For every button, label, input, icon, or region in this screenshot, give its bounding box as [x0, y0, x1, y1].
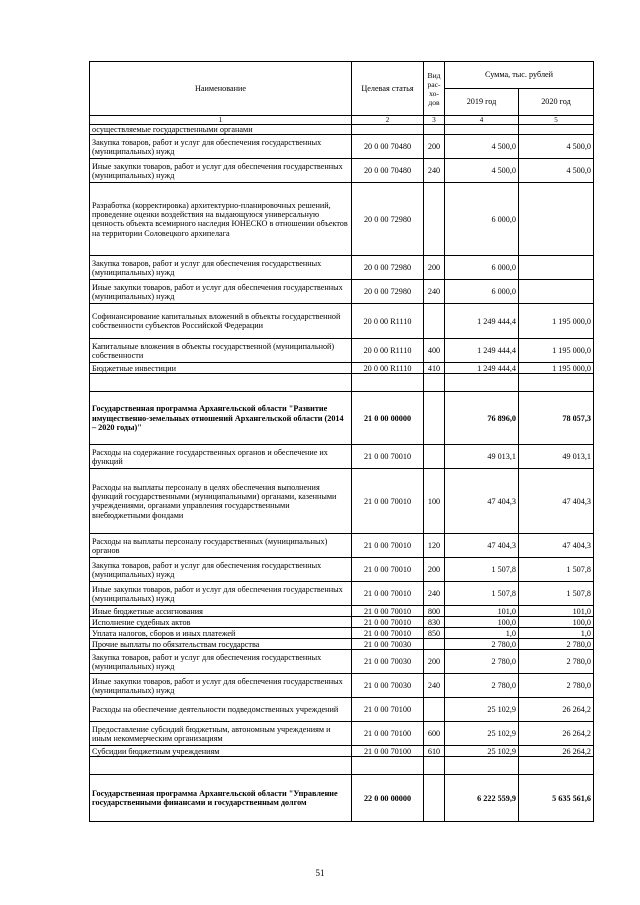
- row-target-code: 21 0 00 70010: [352, 534, 424, 558]
- row-sum-2019: 49 013,1: [445, 445, 519, 469]
- page-number: 51: [315, 868, 325, 878]
- row-sum-2019: 47 404,3: [445, 534, 519, 558]
- colnum-4: 4: [445, 116, 519, 125]
- row-sum-2019: 6 222 559,9: [445, 775, 519, 822]
- row-target-code: 21 0 00 70030: [352, 639, 424, 650]
- table-row: [90, 469, 594, 534]
- row-sum-2019: 6 000,0: [445, 280, 519, 304]
- table-row: [90, 775, 594, 822]
- row-name: [90, 757, 352, 775]
- table-row: [90, 639, 594, 650]
- row-target-code: [352, 374, 424, 392]
- table-row: [90, 757, 594, 775]
- row-name: Иные закупки товаров, работ и услуг для обеспечения государственных (муниципальных) нужд: [90, 159, 352, 183]
- table-row: [90, 159, 594, 183]
- table-row: [90, 746, 594, 757]
- table-row: [90, 125, 594, 135]
- row-sum-2019: 1 507,8: [445, 558, 519, 582]
- table-row: [90, 304, 594, 339]
- row-vid: 200: [424, 256, 445, 280]
- row-sum-2019: 6 000,0: [445, 183, 519, 256]
- row-sum-2019: 1 249 444,4: [445, 304, 519, 339]
- row-sum-2020: 4 500,0: [519, 159, 594, 183]
- table-row: [90, 617, 594, 628]
- row-target-code: 21 0 00 70030: [352, 674, 424, 698]
- row-name: Софинансирование капитальных вложений в объекты государственной собственности субъектов Российской Федерации: [90, 304, 352, 339]
- row-target-code: 20 0 00 R1110: [352, 339, 424, 363]
- row-target-code: 20 0 00 70480: [352, 135, 424, 159]
- table-row: [90, 674, 594, 698]
- row-sum-2019: 4 500,0: [445, 135, 519, 159]
- row-sum-2019: 25 102,9: [445, 746, 519, 757]
- row-sum-2019: 101,0: [445, 606, 519, 617]
- row-name: Государственная программа Архангельской области "Развитие имущественно-земельных отношений Архангельской области (2014 – 2020 годы)": [90, 392, 352, 445]
- row-sum-2020: 49 013,1: [519, 445, 594, 469]
- table-row: [90, 698, 594, 722]
- row-sum-2019: 25 102,9: [445, 722, 519, 746]
- row-sum-2019: [445, 757, 519, 775]
- row-sum-2019: 1 249 444,4: [445, 339, 519, 363]
- row-vid: 600: [424, 722, 445, 746]
- row-sum-2019: 2 780,0: [445, 674, 519, 698]
- table-row: [90, 722, 594, 746]
- row-vid: 400: [424, 339, 445, 363]
- row-target-code: 21 0 00 70100: [352, 698, 424, 722]
- row-name: Расходы на выплаты персоналу в целях обеспечения выполнения функций государственными (муниципальными) органами, казенными учреждениями, органами управления государственными внебюджетными фондами: [90, 469, 352, 534]
- colnum-2: 2: [352, 116, 424, 125]
- row-name: Закупка товаров, работ и услуг для обеспечения государственных (муниципальных) нужд: [90, 558, 352, 582]
- row-target-code: 20 0 00 72980: [352, 280, 424, 304]
- header-2019: 2019 год: [445, 89, 519, 116]
- row-name: Закупка товаров, работ и услуг для обеспечения государственных (муниципальных) нужд: [90, 256, 352, 280]
- table-row: [90, 445, 594, 469]
- table-row: [90, 534, 594, 558]
- row-sum-2020: 100,0: [519, 617, 594, 628]
- row-target-code: 21 0 00 70100: [352, 722, 424, 746]
- row-target-code: 21 0 00 70010: [352, 469, 424, 534]
- row-vid: [424, 698, 445, 722]
- row-vid: 610: [424, 746, 445, 757]
- row-sum-2019: 6 000,0: [445, 256, 519, 280]
- row-name: Уплата налогов, сборов и иных платежей: [90, 628, 352, 639]
- row-sum-2019: [445, 374, 519, 392]
- row-sum-2020: 26 264,2: [519, 746, 594, 757]
- table-row: [90, 606, 594, 617]
- row-target-code: 22 0 00 00000: [352, 775, 424, 822]
- row-sum-2020: 1 195 000,0: [519, 339, 594, 363]
- colnum-5: 5: [519, 116, 594, 125]
- colnum-1: 1: [90, 116, 352, 125]
- row-name: Расходы на обеспечение деятельности подведомственных учреждений: [90, 698, 352, 722]
- row-vid: [424, 392, 445, 445]
- row-target-code: 20 0 00 R1110: [352, 304, 424, 339]
- row-sum-2020: 2 780,0: [519, 639, 594, 650]
- header-target: Целевая статья: [352, 62, 424, 116]
- row-vid: [424, 304, 445, 339]
- row-sum-2019: 100,0: [445, 617, 519, 628]
- row-vid: 850: [424, 628, 445, 639]
- row-vid: [424, 639, 445, 650]
- row-sum-2020: 2 780,0: [519, 674, 594, 698]
- table-header: [90, 62, 594, 125]
- row-name: Расходы на содержание государственных органов и обеспечение их функций: [90, 445, 352, 469]
- table-row: [90, 135, 594, 159]
- header-sum: Сумма, тыс. рублей: [445, 62, 594, 89]
- row-sum-2020: [519, 280, 594, 304]
- row-vid: 120: [424, 534, 445, 558]
- table-body: [90, 125, 594, 822]
- row-sum-2020: 1 507,8: [519, 582, 594, 606]
- row-name: осуществляемые государственными органами: [90, 125, 352, 135]
- table-row: [90, 256, 594, 280]
- row-sum-2019: 2 780,0: [445, 650, 519, 674]
- column-number-row: [90, 116, 594, 125]
- row-name: Закупка товаров, работ и услуг для обеспечения государственных (муниципальных) нужд: [90, 650, 352, 674]
- row-target-code: 21 0 00 70010: [352, 617, 424, 628]
- header-name: Наименование: [90, 62, 352, 116]
- row-sum-2020: 1,0: [519, 628, 594, 639]
- row-vid: [424, 775, 445, 822]
- row-target-code: 20 0 00 72980: [352, 256, 424, 280]
- table-row: [90, 374, 594, 392]
- row-target-code: [352, 125, 424, 135]
- row-sum-2020: 78 057,3: [519, 392, 594, 445]
- row-sum-2020: 47 404,3: [519, 534, 594, 558]
- row-sum-2019: 47 404,3: [445, 469, 519, 534]
- row-target-code: 21 0 00 70010: [352, 445, 424, 469]
- budget-table: [89, 61, 594, 822]
- row-vid: 240: [424, 674, 445, 698]
- row-vid: 200: [424, 558, 445, 582]
- table-row: [90, 628, 594, 639]
- row-target-code: 20 0 00 70480: [352, 159, 424, 183]
- row-sum-2020: [519, 757, 594, 775]
- row-sum-2020: [519, 256, 594, 280]
- row-sum-2020: 26 264,2: [519, 698, 594, 722]
- row-target-code: [352, 757, 424, 775]
- row-vid: 240: [424, 280, 445, 304]
- row-name: Предоставление субсидий бюджетным, автономным учреждениям и иным некоммерческим организациям: [90, 722, 352, 746]
- row-vid: 410: [424, 363, 445, 374]
- row-name: Иные закупки товаров, работ и услуг для обеспечения государственных (муниципальных) нужд: [90, 280, 352, 304]
- row-sum-2019: 4 500,0: [445, 159, 519, 183]
- row-sum-2019: [445, 125, 519, 135]
- row-vid: 200: [424, 135, 445, 159]
- row-name: Исполнение судебных актов: [90, 617, 352, 628]
- row-vid: 100: [424, 469, 445, 534]
- row-vid: 830: [424, 617, 445, 628]
- row-target-code: 21 0 00 70100: [352, 746, 424, 757]
- row-sum-2019: 25 102,9: [445, 698, 519, 722]
- row-vid: 800: [424, 606, 445, 617]
- row-name: Иные закупки товаров, работ и услуг для обеспечения государственных (муниципальных) нужд: [90, 582, 352, 606]
- row-sum-2020: 26 264,2: [519, 722, 594, 746]
- row-sum-2020: [519, 183, 594, 256]
- table-row: [90, 183, 594, 256]
- row-sum-2020: 101,0: [519, 606, 594, 617]
- row-name: Государственная программа Архангельской области "Управление государственными финансами и государственным долгом: [90, 775, 352, 822]
- row-target-code: 21 0 00 70010: [352, 582, 424, 606]
- row-vid: 240: [424, 159, 445, 183]
- row-sum-2020: 5 635 561,6: [519, 775, 594, 822]
- table-row: [90, 558, 594, 582]
- row-vid: 200: [424, 650, 445, 674]
- row-sum-2020: 2 780,0: [519, 650, 594, 674]
- table-row: [90, 392, 594, 445]
- row-name: Субсидии бюджетным учреждениям: [90, 746, 352, 757]
- row-vid: 240: [424, 582, 445, 606]
- row-sum-2019: 1 249 444,4: [445, 363, 519, 374]
- row-target-code: 21 0 00 70030: [352, 650, 424, 674]
- row-sum-2020: 47 404,3: [519, 469, 594, 534]
- row-target-code: 21 0 00 70010: [352, 628, 424, 639]
- row-vid: [424, 183, 445, 256]
- table-row: [90, 582, 594, 606]
- header-vid: Вид рас-хо-дов: [424, 62, 445, 116]
- row-name: Иные закупки товаров, работ и услуг для обеспечения государственных (муниципальных) нужд: [90, 674, 352, 698]
- table-row: [90, 650, 594, 674]
- row-vid: [424, 374, 445, 392]
- row-vid: [424, 445, 445, 469]
- row-name: Расходы на выплаты персоналу государственных (муниципальных) органов: [90, 534, 352, 558]
- row-name: Бюджетные инвестиции: [90, 363, 352, 374]
- row-sum-2020: 1 195 000,0: [519, 304, 594, 339]
- row-vid: [424, 125, 445, 135]
- row-name: Прочие выплаты по обязательствам государства: [90, 639, 352, 650]
- row-vid: [424, 757, 445, 775]
- row-target-code: 20 0 00 R1110: [352, 363, 424, 374]
- row-sum-2019: 1,0: [445, 628, 519, 639]
- table-row: [90, 339, 594, 363]
- row-name: Закупка товаров, работ и услуг для обеспечения государственных (муниципальных) нужд: [90, 135, 352, 159]
- table-row: [90, 363, 594, 374]
- colnum-3: 3: [424, 116, 445, 125]
- row-sum-2020: [519, 374, 594, 392]
- row-sum-2020: 1 195 000,0: [519, 363, 594, 374]
- row-sum-2019: 1 507,8: [445, 582, 519, 606]
- row-sum-2020: 1 507,8: [519, 558, 594, 582]
- row-target-code: 21 0 00 00000: [352, 392, 424, 445]
- row-sum-2020: 4 500,0: [519, 135, 594, 159]
- table-row: [90, 280, 594, 304]
- row-sum-2019: 2 780,0: [445, 639, 519, 650]
- row-target-code: 21 0 00 70010: [352, 558, 424, 582]
- row-name: Разработка (корректировка) архитектурно-планировочных решений, проведение оценки воздействия на выдающуюся универсальную ценность объекта всемирного наследия ЮНЕСКО в отношении объектов на территории Соловецкого архипелага: [90, 183, 352, 256]
- header-2020: 2020 год: [519, 89, 594, 116]
- row-name: Иные бюджетные ассигнования: [90, 606, 352, 617]
- row-target-code: 20 0 00 72980: [352, 183, 424, 256]
- row-name: Капитальные вложения в объекты государственной (муниципальной) собственности: [90, 339, 352, 363]
- row-sum-2020: [519, 125, 594, 135]
- row-target-code: 21 0 00 70010: [352, 606, 424, 617]
- row-sum-2019: 76 896,0: [445, 392, 519, 445]
- row-name: [90, 374, 352, 392]
